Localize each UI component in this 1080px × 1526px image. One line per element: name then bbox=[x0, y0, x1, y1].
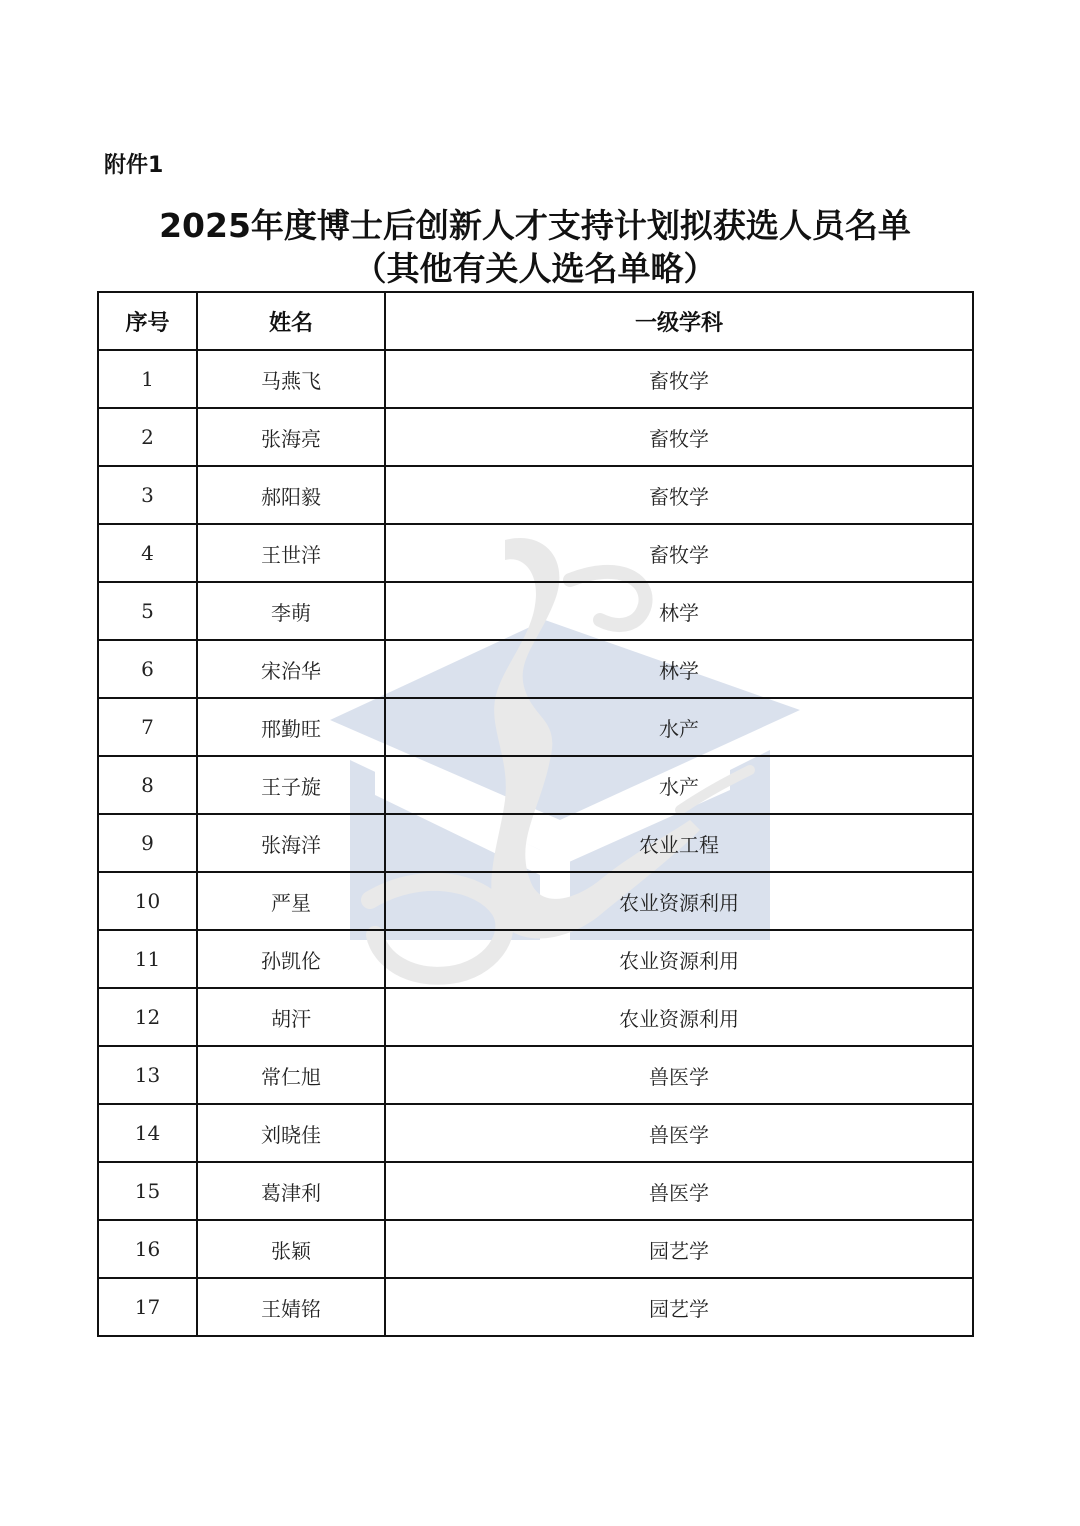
cell-discipline: 林学 bbox=[385, 582, 973, 640]
cell-name: 郝阳毅 bbox=[197, 466, 385, 524]
table-row bbox=[98, 1104, 973, 1162]
table-row bbox=[98, 524, 973, 582]
cell-discipline: 畜牧学 bbox=[385, 466, 973, 524]
document-subtitle: （其他有关人选名单略） bbox=[353, 249, 717, 288]
cell-discipline: 林学 bbox=[385, 640, 973, 698]
cell-name: 王婧铭 bbox=[197, 1278, 385, 1336]
cell-name: 王世洋 bbox=[197, 524, 385, 582]
cell-index: 14 bbox=[98, 1104, 197, 1162]
table-row bbox=[98, 408, 973, 466]
cell-index: 11 bbox=[98, 930, 197, 988]
cell-name: 葛津利 bbox=[197, 1162, 385, 1220]
cell-discipline: 园艺学 bbox=[385, 1220, 973, 1278]
cell-discipline: 畜牧学 bbox=[385, 350, 973, 408]
cell-name: 马燕飞 bbox=[197, 350, 385, 408]
column-header-index: 序号 bbox=[98, 292, 197, 350]
table-row bbox=[98, 1046, 973, 1104]
table-row bbox=[98, 814, 973, 872]
cell-discipline: 畜牧学 bbox=[385, 408, 973, 466]
table-row bbox=[98, 756, 973, 814]
cell-name: 孙凯伦 bbox=[197, 930, 385, 988]
table-row bbox=[98, 640, 973, 698]
cell-index: 16 bbox=[98, 1220, 197, 1278]
cell-discipline: 兽医学 bbox=[385, 1046, 973, 1104]
cell-discipline: 农业工程 bbox=[385, 814, 973, 872]
cell-discipline: 园艺学 bbox=[385, 1278, 973, 1336]
cell-index: 9 bbox=[98, 814, 197, 872]
table-row bbox=[98, 1220, 973, 1278]
cell-index: 3 bbox=[98, 466, 197, 524]
table-row bbox=[98, 350, 973, 408]
cell-discipline: 兽医学 bbox=[385, 1104, 973, 1162]
cell-index: 8 bbox=[98, 756, 197, 814]
column-header-name: 姓名 bbox=[197, 292, 385, 350]
table-row bbox=[98, 872, 973, 930]
attachment-label: 附件1 bbox=[104, 153, 164, 178]
cell-name: 严星 bbox=[197, 872, 385, 930]
cell-index: 12 bbox=[98, 988, 197, 1046]
cell-index: 17 bbox=[98, 1278, 197, 1336]
cell-name: 刘晓佳 bbox=[197, 1104, 385, 1162]
cell-name: 宋治华 bbox=[197, 640, 385, 698]
cell-index: 13 bbox=[98, 1046, 197, 1104]
cell-name: 邢勤旺 bbox=[197, 698, 385, 756]
table-row bbox=[98, 988, 973, 1046]
cell-name: 张海亮 bbox=[197, 408, 385, 466]
cell-discipline: 农业资源利用 bbox=[385, 988, 973, 1046]
cell-name: 张颖 bbox=[197, 1220, 385, 1278]
table-row bbox=[98, 1162, 973, 1220]
cell-index: 6 bbox=[98, 640, 197, 698]
cell-name: 常仁旭 bbox=[197, 1046, 385, 1104]
cell-index: 10 bbox=[98, 872, 197, 930]
table-row bbox=[98, 582, 973, 640]
cell-index: 5 bbox=[98, 582, 197, 640]
cell-name: 王子旋 bbox=[197, 756, 385, 814]
table-row bbox=[98, 1278, 973, 1336]
table-header-row bbox=[98, 292, 973, 350]
cell-name: 李萌 bbox=[197, 582, 385, 640]
cell-name: 张海洋 bbox=[197, 814, 385, 872]
cell-discipline: 兽医学 bbox=[385, 1162, 973, 1220]
cell-discipline: 农业资源利用 bbox=[385, 872, 973, 930]
cell-discipline: 水产 bbox=[385, 756, 973, 814]
table-row bbox=[98, 698, 973, 756]
cell-index: 1 bbox=[98, 350, 197, 408]
cell-discipline: 畜牧学 bbox=[385, 524, 973, 582]
candidate-table bbox=[97, 291, 974, 1337]
document-title: 2025年度博士后创新人才支持计划拟获选人员名单 bbox=[159, 206, 911, 245]
column-header-discipline: 一级学科 bbox=[385, 292, 973, 350]
table-row bbox=[98, 930, 973, 988]
cell-index: 15 bbox=[98, 1162, 197, 1220]
cell-name: 胡汗 bbox=[197, 988, 385, 1046]
cell-index: 2 bbox=[98, 408, 197, 466]
cell-index: 4 bbox=[98, 524, 197, 582]
cell-index: 7 bbox=[98, 698, 197, 756]
table-row bbox=[98, 466, 973, 524]
cell-discipline: 农业资源利用 bbox=[385, 930, 973, 988]
cell-discipline: 水产 bbox=[385, 698, 973, 756]
